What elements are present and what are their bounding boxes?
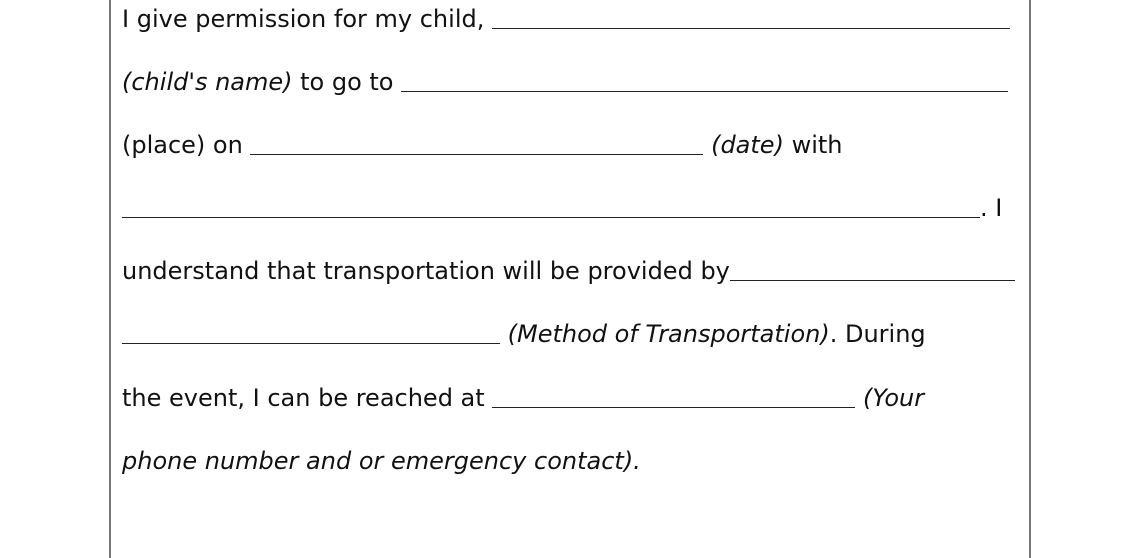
transport-method-field[interactable] [122,321,500,344]
line-text: understand that transportation will be provided by [122,257,730,285]
line-text: to go to [292,68,402,96]
place-field[interactable] [401,69,1008,92]
transport-provider-field[interactable] [730,258,1015,281]
phone-field[interactable] [492,385,855,408]
line-text: I give permission for my child, [122,5,492,33]
form-line-1 [122,4,1010,34]
line-label: (Method of Transportation) [500,320,830,348]
line-text: (place) on [122,131,251,159]
form-line-4 [122,193,1002,223]
form-line-7 [122,383,924,413]
form-line-5 [122,256,1015,286]
line-text: with [783,131,843,159]
line-label: (Your [855,384,925,412]
line-label: (child's name) [122,68,293,96]
companion-field[interactable] [122,195,980,218]
line-text: . I [980,194,1003,222]
line-text: . During [829,320,926,348]
form-line-2 [122,67,1008,97]
child-name-field[interactable] [492,6,1010,29]
form-line-3 [122,130,842,160]
date-field[interactable] [250,132,703,155]
form-line-8 [122,446,641,476]
form-line-6 [122,319,926,349]
line-text: the event, I can be reached at [122,384,493,412]
line-label: phone number and or emergency contact). [122,447,641,475]
line-label: (date) [703,131,784,159]
